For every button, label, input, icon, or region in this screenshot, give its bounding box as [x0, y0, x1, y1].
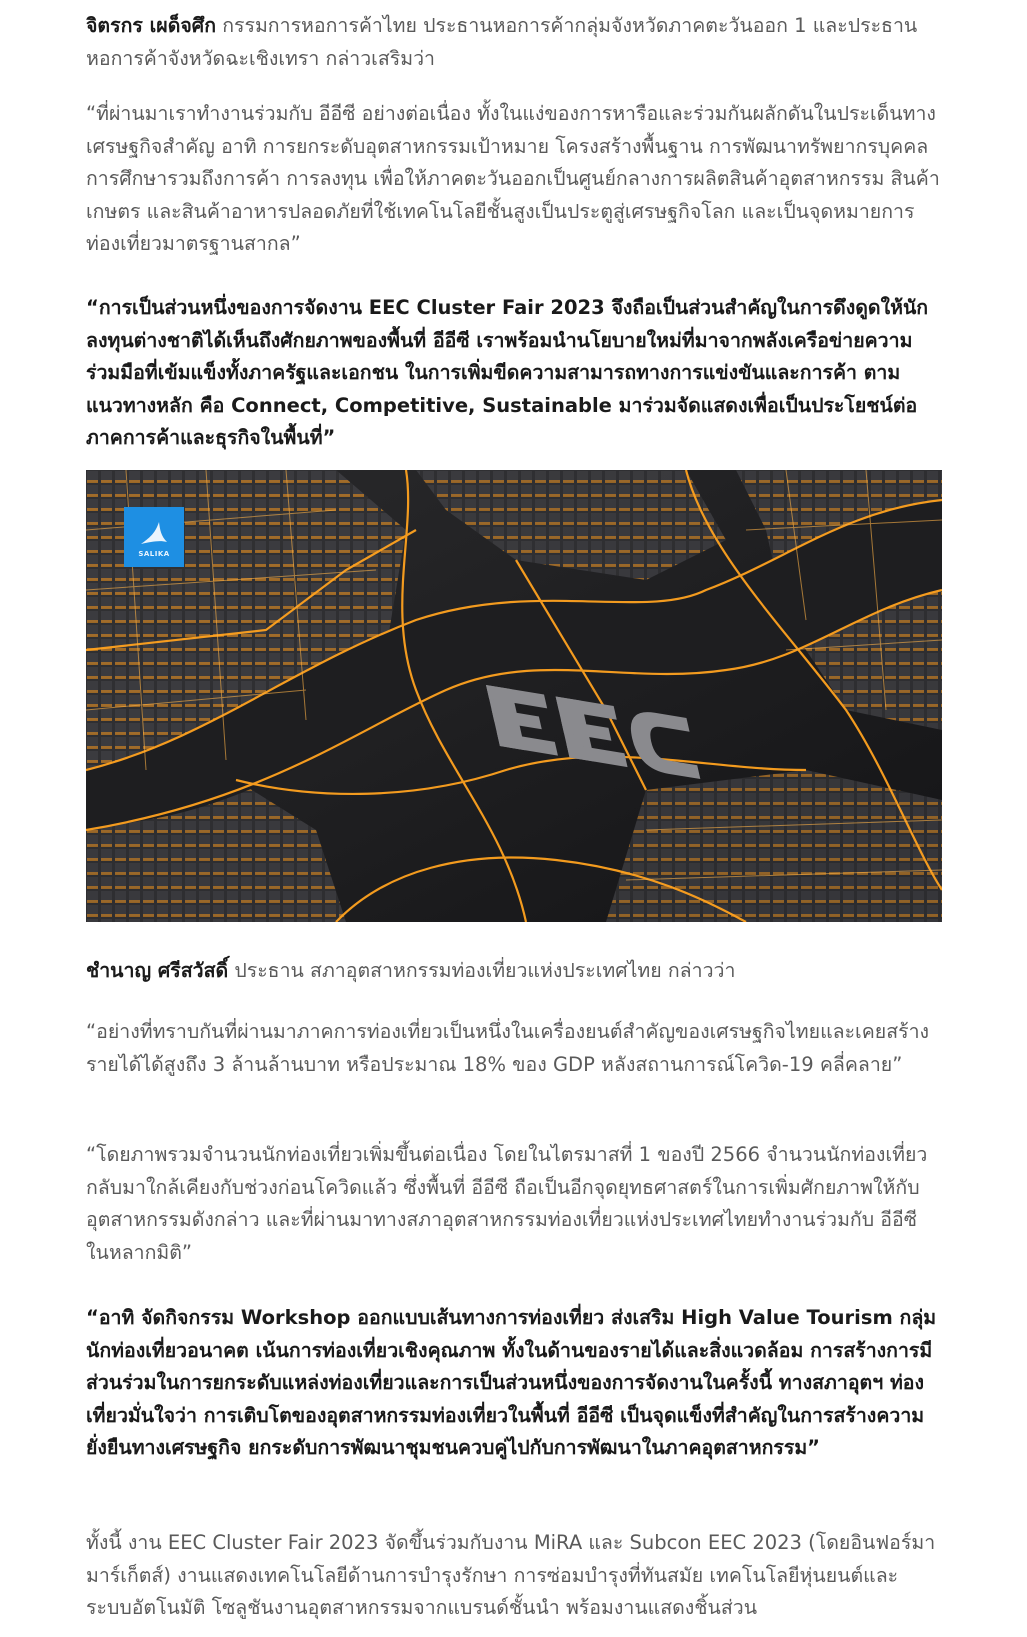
city-map-illustration: [86, 470, 942, 922]
speaker-title: ประธาน สภาอุตสาหกรรมท่องเที่ยวแห่งประเทศไทย กล่าวว่า: [228, 959, 736, 982]
salika-logo: [124, 507, 184, 567]
intro-paragraph: [86, 10, 942, 75]
speaker-title: กรรมการหอการค้าไทย ประธานหอการค้ากลุ่มจังหวัดภาคตะวันออก 1 และประธานหอการค้าจังหวัดฉะเชิงเทรา กล่าวเสริมว่า: [86, 14, 918, 70]
quote-paragraph: “ที่ผ่านมาเราทำงานร่วมกับ อีอีซี อย่างต่อเนื่อง ทั้งในแง่ของการหารือและร่วมกันผลักดันในประเด็นทางเศรษฐกิจสำคัญ อาทิ การยกระดับอุตสาหกรรมเป้าหมาย โครงสร้างพื้นฐาน การพัฒนาทรัพยากรบุคคล การศึกษารวมถึงการค้า การลงทุน เพื่อให้ภาคตะวันออกเป็นศูนย์กลางการผลิตสินค้าอุตสาหกรรม สินค้าเกษตร และสินค้าอาหารปลอดภัยที่ใช้เทคโนโลยีชั้นสูงเป็นประตูสู่เศรษฐกิจโลก และเป็นจุดหมายการท่องเที่ยวมาตรฐานสากล”: [86, 102, 940, 255]
quote-paragraph: “โดยภาพรวมจำนวนนักท่องเที่ยวเพิ่มขึ้นต่อเนื่อง โดยในไตรมาสที่ 1 ของปี 2566 จำนวนนักท่องเที่ยวกลับมาใกล้เคียงกับช่วงก่อนโควิดแล้ว ซึ่งพื้นที่ อีอีซี ถือเป็นอีกจุดยุทธศาสตร์ในการเพิ่มศักยภาพให้กับอุตสาหกรรมดังกล่าว และที่ผ่านมาทางสภาอุตสาหกรรมท่องเที่ยวแห่งประเทศไทยทำงานร่วมกับ อีอีซี ในหลากมิติ”: [86, 1143, 928, 1264]
speaker-name: จิตรกร เผด็จศึก: [86, 14, 216, 37]
bird-logo-icon: [137, 516, 171, 550]
highlight-quote: “การเป็นส่วนหนึ่งของการจัดงาน EEC Cluster Fair 2023 จึงถือเป็นส่วนสำคัญในการดึงดูดให้นักลงทุนต่างชาติได้เห็นถึงศักยภาพของพื้นที่ อีอีซี เราพร้อมนำนโยบายใหม่ที่มาจากพลังเครือข่ายความร่วมมือที่เข้มแข็งทั้งภาครัฐและเอกชน ในการเพิ่มขีดความสามารถทางการแข่งขันและการค้า ตามแนวทางหลัก คือ Connect, Competitive, Sustainable มาร่วมจัดแสดงเพื่อเป็นประโยชน์ต่อภาคการค้าและธุรกิจในพื้นที่”: [86, 296, 929, 449]
speaker-name: ชำนาญ ศรีสวัสดิ์: [86, 959, 229, 982]
speaker-paragraph: [86, 955, 735, 988]
article-image: [86, 470, 942, 922]
logo-text: SALIKA: [138, 550, 170, 558]
highlight-quote: “อาทิ จัดกิจกรรม Workshop ออกแบบเส้นทางการท่องเที่ยว ส่งเสริม High Value Tourism กลุ่มนักท่องเที่ยวอนาคต เน้นการท่องเที่ยวเชิงคุณภาพ ทั้งในด้านของรายได้และสิ่งแวดล้อม การสร้างการมีส่วนร่วมในการยกระดับแหล่งท่องเที่ยวและการเป็นส่วนหนึ่งของการจัดงานในครั้งนี้ ทางสภาอุตฯ ท่องเที่ยวมั่นใจว่า การเติบโตของอุตสาหกรรมท่องเที่ยวในพื้นที่ อีอีซี เป็นจุดแข็งที่สำคัญในการสร้างความยั่งยืนทางเศรษฐกิจ ยกระดับการพัฒนาชุมชนควบคู่ไปกับการพัฒนาในภาคอุตสาหกรรม”: [86, 1306, 937, 1459]
closing-paragraph: ทั้งนี้ งาน EEC Cluster Fair 2023 จัดขึ้นร่วมกับงาน MiRA และ Subcon EEC 2023 (โดยอินฟอร์มา มาร์เก็ตส์) งานแสดงเทคโนโลยีด้านการบำรุงรักษา การซ่อมบำรุงที่ทันสมัย เทคโนโลยีหุ่นยนต์และระบบอัตโนมัติ โซลูชันงานอุตสาหกรรมจากแบรนด์ชั้นนำ พร้อมงานแสดงชิ้นส่วน: [86, 1531, 936, 1619]
quote-paragraph: “อย่างที่ทราบกันที่ผ่านมาภาคการท่องเที่ยวเป็นหนึ่งในเครื่องยนต์สำคัญของเศรษฐกิจไทยและเคยสร้างรายได้ได้สูงถึง 3 ล้านล้านบาท หรือประมาณ 18% ของ GDP หลังสถานการณ์โควิด-19 คลี่คลาย”: [86, 1020, 930, 1076]
